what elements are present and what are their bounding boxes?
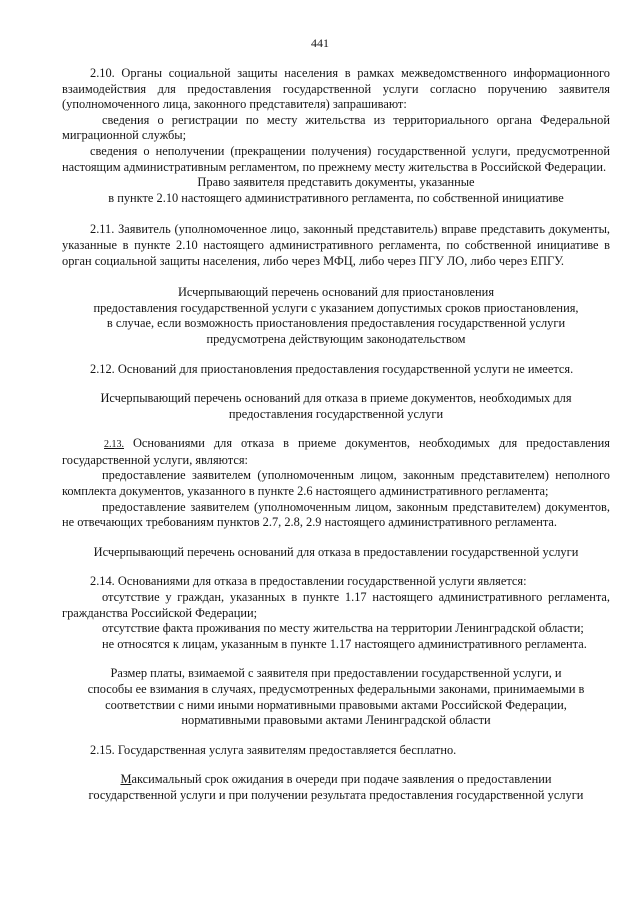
paragraph-2-12: 2.12. Оснований для приостановления предоставления государственной услуги не имеется. [90, 361, 574, 376]
paragraph-2-11: 2.11. Заявитель (уполномоченное лицо, законный представитель) вправе представить документы, указанные в пункте 2.10 настоящего административного регламента, по собственной инициативе в орган социальной защиты населения, либо через МФЦ, либо через ПГУ ЛО, либо через ЕПГУ. [62, 222, 610, 268]
document-body [62, 66, 610, 804]
paragraph-2-14-intro: 2.14. Основаниями для отказа в предоставлении государственной услуги является: [90, 574, 527, 589]
paragraph-2-10-intro: 2.10. Органы социальной защиты населения в рамках межведомственного информационного взаимодействия для предоставления государственной услуги согласно поручению заявителя (уполномоченного лица, законного представителя) запрашивают: [62, 66, 610, 112]
paragraph-2-13 [62, 436, 610, 468]
heading-suspension-line-4: предусмотрена действующим законодательством [206, 331, 466, 346]
heading-waiting-time-initial: М [120, 772, 132, 787]
paragraph-2-13-item-2: предоставление заявителем (уполномоченным лицом, законным представителем) документов, не отвечающих требованиям пунктов 2.7, 2.8, 2.9 настоящего административного регламента. [62, 499, 610, 530]
heading-waiting-time-line-1-rest: аксимальный срок ожидания в очереди при подаче заявления о предоставлении [131, 772, 552, 787]
paragraph-2-13-item-1: предоставление заявителем (уполномоченным лицом, законным представителем) неполного комплекта документов, указанного в пункте 2.6 настоящего административного регламента; [62, 468, 610, 499]
heading-waiting-time-line-2: государственной услуги и при получении результата предоставления государственной услуги [88, 787, 584, 802]
paragraph-2-15: 2.15. Государственная услуга заявителям предоставляется бесплатно. [90, 742, 457, 757]
heading-right-to-submit-line-2: в пункте 2.10 настоящего административного регламента, по собственной инициативе [108, 190, 564, 205]
heading-waiting-time [62, 772, 610, 803]
heading-refuse-documents-line-1: Исчерпывающий перечень оснований для отказа в приеме документов, необходимых для [100, 391, 572, 406]
heading-waiting-time-line-1 [62, 772, 610, 788]
page-number: 441 [311, 36, 329, 50]
heading-fee-line-3: соответствии с ними иными нормативными правовыми актами Российской Федерации, [105, 697, 567, 712]
heading-refuse-documents [62, 391, 610, 422]
heading-fee-line-4: нормативными правовыми актами Ленинградской области [181, 713, 491, 728]
paragraph-2-14-item-1: отсутствие у граждан, указанных в пункте 1.17 настоящего административного регламента, гражданства Российской Федерации; [62, 590, 610, 620]
paragraph-2-10-item-1: сведения о регистрации по месту жительства из территориального органа Федеральной миграционной службы; [62, 112, 610, 143]
heading-suspension-line-2: предоставления государственной услуги с указанием допустимых сроков приостановления, [93, 300, 579, 315]
heading-right-to-submit-line-1: Право заявителя представить документы, указанные [197, 175, 475, 190]
paragraph-2-10-item-2: сведения о неполучении (прекращении получения) государственной услуги, предусмотренной настоящим административным регламентом, по прежнему месту жительства в Российской Федерации. [62, 143, 610, 174]
heading-suspension-line-3: в случае, если возможность приостановления предоставления государственной услуги [106, 316, 566, 331]
paragraph-2-13-number: 2.13. [104, 439, 124, 451]
heading-suspension [62, 285, 610, 347]
paragraph-2-13-text: Основаниями для отказа в приеме документов, необходимых для предоставления государственной услуги, являются: [62, 436, 610, 467]
paragraph-2-14-item-3: не относятся к лицам, указанным в пункте 1.17 настоящего административного регламента. [102, 636, 587, 651]
paragraph-2-14-item-2: отсутствие факта проживания по месту жительства на территории Ленинградской области; [102, 621, 584, 636]
heading-suspension-line-1: Исчерпывающий перечень оснований для приостановления [177, 285, 495, 300]
heading-refuse-documents-line-2: предоставления государственной услуги [228, 406, 444, 421]
heading-fee [62, 666, 610, 728]
heading-fee-line-1: Размер платы, взимаемой с заявителя при предоставлении государственной услуги, и [110, 666, 562, 681]
heading-fee-line-2: способы ее взимания в случаях, предусмотренных федеральными законами, принимаемыми в [87, 682, 585, 696]
heading-refuse-service: Исчерпывающий перечень оснований для отказа в предоставлении государственной услуги [93, 544, 579, 559]
